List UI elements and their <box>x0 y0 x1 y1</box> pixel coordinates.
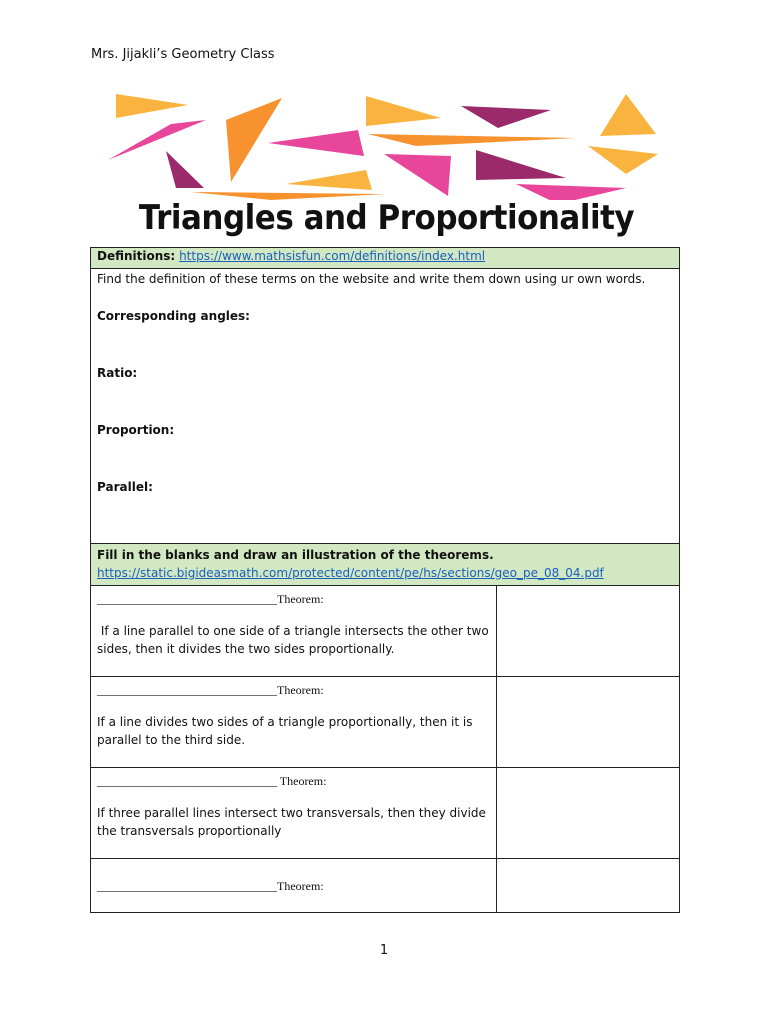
term-ratio: Ratio: <box>97 366 138 380</box>
term-parallel: Parallel: <box>97 480 153 494</box>
banner-triangle <box>286 170 372 190</box>
banner-triangle <box>476 150 566 180</box>
page-title: Triangles and Proportionality <box>138 198 635 238</box>
banner-triangle <box>384 154 451 196</box>
theorem-statement: If a line parallel to one side of a triangle intersects the other two sides, then it divides the two sides proportionally. <box>97 624 493 656</box>
banner-triangle <box>588 146 658 174</box>
theorem-heading-blank: ______________________________Theorem: <box>97 878 324 893</box>
banner-triangle <box>166 151 204 188</box>
illustration-box[interactable] <box>497 859 680 913</box>
definitions-label: Definitions: <box>97 249 176 263</box>
theorems-header-row <box>91 544 680 586</box>
page-number: 1 <box>379 943 389 958</box>
banner-triangle <box>366 96 441 126</box>
definitions-link[interactable]: https://www.mathsisfun.com/definitions/index.html <box>179 249 486 263</box>
banner-triangle <box>268 130 364 156</box>
definitions-body-row <box>91 269 680 544</box>
term-proportion: Proportion: <box>97 423 175 437</box>
theorem-row <box>91 677 680 768</box>
illustration-box[interactable] <box>497 586 680 677</box>
theorems-instruction: Fill in the blanks and draw an illustration of the theorems. <box>97 548 494 562</box>
illustration-box[interactable] <box>497 677 680 768</box>
banner-triangle <box>461 106 551 128</box>
theorem-heading-blank: ______________________________ Theorem: <box>97 774 327 788</box>
term-corresponding-angles: Corresponding angles: <box>97 309 250 323</box>
theorem-statement: If three parallel lines intersect two transversals, then they divide the transversals proportionally <box>97 806 486 838</box>
theorem-row <box>91 859 680 913</box>
theorem-heading-blank: ______________________________Theorem: <box>97 683 324 697</box>
theorem-statement: If a line divides two sides of a triangle proportionally, then it is parallel to the third side. <box>97 715 473 747</box>
triangle-banner-graphic <box>96 88 666 200</box>
definitions-instruction: Find the definition of these terms on the website and write them down using ur own words. <box>97 272 646 286</box>
theorem-row <box>91 768 680 859</box>
worksheet-table <box>90 247 680 913</box>
theorem-row <box>91 586 680 677</box>
theorems-link[interactable]: https://static.bigideasmath.com/protected/content/pe/hs/sections/geo_pe_08_04.pdf <box>97 566 604 580</box>
banner-triangle <box>368 134 576 146</box>
class-name-header: Mrs. Jijakli’s Geometry Class <box>91 47 275 62</box>
banner-triangle <box>600 94 656 136</box>
illustration-box[interactable] <box>497 768 680 859</box>
definitions-header-row <box>91 248 680 269</box>
theorem-heading-blank: ______________________________Theorem: <box>97 592 324 606</box>
banner-triangle <box>108 120 206 160</box>
banner-triangle <box>116 94 188 118</box>
banner-triangle <box>226 98 282 182</box>
